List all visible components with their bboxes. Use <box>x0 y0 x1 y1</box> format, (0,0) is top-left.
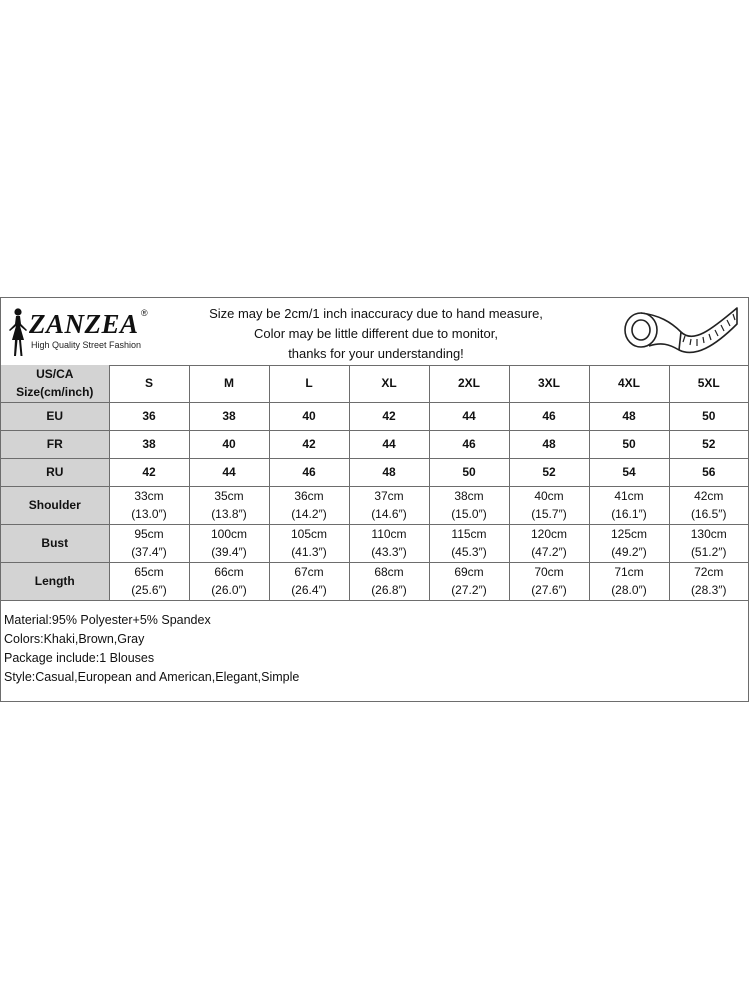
row-label: Bust <box>1 524 109 562</box>
info-line-style: Style:Casual,European and American,Elegant,Simple <box>4 670 300 684</box>
table-cell <box>589 562 669 600</box>
table-cell: 48 <box>349 458 429 486</box>
measurement-notice <box>161 304 591 364</box>
table-cell: 46 <box>269 458 349 486</box>
cell-inch: (13.8″) <box>211 507 247 521</box>
table-cell <box>189 486 269 524</box>
row-label: Shoulder <box>1 486 109 524</box>
table-cell: 42 <box>109 458 189 486</box>
table-cell: 50 <box>669 402 748 430</box>
cell-cm: 67cm <box>294 565 324 579</box>
cell-cm: 33cm <box>134 489 164 503</box>
cell-cm: 110cm <box>371 527 407 541</box>
header-label-cell <box>1 365 109 402</box>
table-cell: 52 <box>509 458 589 486</box>
cell-cm: 120cm <box>530 527 568 541</box>
notice-line: thanks for your understanding! <box>288 346 464 361</box>
header-label-line: US/CA <box>36 367 74 382</box>
cell-inch: (51.2″) <box>690 545 727 559</box>
cell-cm: 69cm <box>454 565 484 579</box>
cell-cm: 41cm <box>614 489 644 503</box>
table-cell <box>349 486 429 524</box>
table-cell <box>669 486 748 524</box>
woman-silhouette-icon <box>5 306 31 358</box>
cell-cm: 70cm <box>534 565 564 579</box>
table-cell: 42 <box>269 430 349 458</box>
table-cell <box>429 486 509 524</box>
cell-cm: 115cm <box>451 527 487 541</box>
cell-cm: 105cm <box>290 527 328 541</box>
table-cell <box>269 562 349 600</box>
cell-cm: 42cm <box>694 489 724 503</box>
size-header: XL <box>349 365 429 402</box>
table-cell: 50 <box>589 430 669 458</box>
table-cell: 44 <box>429 402 509 430</box>
table-cell <box>109 524 189 562</box>
row-label: FR <box>1 430 109 458</box>
chart-header <box>1 298 748 366</box>
row-label: EU <box>1 402 109 430</box>
table-cell <box>589 486 669 524</box>
row-label: Length <box>1 562 109 600</box>
cell-inch: (27.2″) <box>451 583 487 597</box>
size-header: 2XL <box>429 365 509 402</box>
cell-inch: (15.7″) <box>531 507 567 521</box>
registered-mark: ® <box>141 308 148 318</box>
table-cell <box>349 524 429 562</box>
header-label-line: Size(cm/inch) <box>16 385 94 400</box>
cell-inch: (45.3″) <box>451 545 487 559</box>
table-cell <box>669 562 748 600</box>
cell-inch: (28.0″) <box>611 583 647 597</box>
cell-inch: (25.6″) <box>131 583 167 597</box>
cell-inch: (47.2″) <box>531 545 567 559</box>
cell-cm: 66cm <box>214 565 244 579</box>
cell-inch: (39.4″) <box>211 545 247 559</box>
table-cell <box>589 524 669 562</box>
brand-logo <box>5 306 155 358</box>
cell-cm: 68cm <box>374 565 404 579</box>
table-row <box>1 524 748 562</box>
table-cell <box>509 562 589 600</box>
product-info <box>4 611 299 687</box>
size-header: 5XL <box>669 365 748 402</box>
size-header: 4XL <box>589 365 669 402</box>
cell-inch: (26.8″) <box>371 583 407 597</box>
table-cell: 40 <box>189 430 269 458</box>
cell-cm: 125cm <box>610 527 648 541</box>
size-chart <box>0 297 749 702</box>
table-cell: 44 <box>189 458 269 486</box>
cell-inch: (15.0″) <box>451 507 487 521</box>
table-cell: 54 <box>589 458 669 486</box>
cell-cm: 36cm <box>294 489 324 503</box>
cell-inch: (28.3″) <box>690 583 727 597</box>
info-line-colors: Colors:Khaki,Brown,Gray <box>4 632 145 646</box>
cell-inch: (49.2″) <box>611 545 647 559</box>
size-header: S <box>109 365 189 402</box>
table-row <box>1 562 748 600</box>
table-cell: 42 <box>349 402 429 430</box>
table-cell: 46 <box>429 430 509 458</box>
cell-inch: (14.2″) <box>291 507 327 521</box>
info-line-package: Package include:1 Blouses <box>4 651 155 665</box>
table-cell <box>269 486 349 524</box>
cell-cm: 65cm <box>134 565 164 579</box>
table-cell <box>269 524 349 562</box>
table-cell: 36 <box>109 402 189 430</box>
table-row <box>1 486 748 524</box>
cell-cm: 72cm <box>694 565 724 579</box>
table-cell: 56 <box>669 458 748 486</box>
table-cell <box>189 524 269 562</box>
row-label: RU <box>1 458 109 486</box>
notice-line: Color may be little different due to monitor, <box>254 326 498 341</box>
cell-inch: (26.0″) <box>211 583 247 597</box>
table-cell <box>669 524 748 562</box>
cell-cm: 95cm <box>134 527 164 541</box>
table-cell: 48 <box>589 402 669 430</box>
table-row <box>1 430 748 458</box>
cell-cm: 130cm <box>690 527 727 541</box>
table-cell <box>509 524 589 562</box>
table-cell: 38 <box>109 430 189 458</box>
size-header: 3XL <box>509 365 589 402</box>
cell-inch: (27.6″) <box>531 583 567 597</box>
table-cell <box>509 486 589 524</box>
table-cell: 46 <box>509 402 589 430</box>
table-cell: 50 <box>429 458 509 486</box>
cell-cm: 71cm <box>614 565 644 579</box>
cell-cm: 37cm <box>374 489 404 503</box>
table-cell <box>189 562 269 600</box>
table-cell <box>349 562 429 600</box>
brand-tagline: High Quality Street Fashion <box>31 340 142 350</box>
cell-inch: (14.6″) <box>371 507 407 521</box>
cell-inch: (13.0″) <box>131 507 167 521</box>
cell-inch: (26.4″) <box>291 583 327 597</box>
table-row <box>1 402 748 430</box>
cell-inch: (41.3″) <box>291 545 327 559</box>
table-header-row <box>1 365 748 402</box>
size-header: M <box>189 365 269 402</box>
measuring-tape-icon <box>619 302 741 362</box>
table-cell: 38 <box>189 402 269 430</box>
cell-cm: 100cm <box>210 527 248 541</box>
cell-inch: (16.1″) <box>611 507 647 521</box>
table-row <box>1 458 748 486</box>
cell-inch: (37.4″) <box>131 545 167 559</box>
size-table <box>1 365 748 601</box>
cell-inch: (16.5″) <box>690 507 727 521</box>
info-line-material: Material:95% Polyester+5% Spandex <box>4 613 211 627</box>
notice-line: Size may be 2cm/1 inch inaccuracy due to hand measure, <box>209 306 543 321</box>
cell-cm: 38cm <box>454 489 484 503</box>
cell-cm: 40cm <box>534 489 564 503</box>
table-cell <box>109 486 189 524</box>
table-cell: 48 <box>509 430 589 458</box>
table-cell <box>429 562 509 600</box>
size-header: L <box>269 365 349 402</box>
table-cell: 52 <box>669 430 748 458</box>
table-cell: 44 <box>349 430 429 458</box>
brand-name: ZANZEA <box>29 309 139 339</box>
cell-inch: (43.3″) <box>371 545 407 559</box>
table-cell: 40 <box>269 402 349 430</box>
cell-cm: 35cm <box>214 489 244 503</box>
table-cell <box>109 562 189 600</box>
table-cell <box>429 524 509 562</box>
